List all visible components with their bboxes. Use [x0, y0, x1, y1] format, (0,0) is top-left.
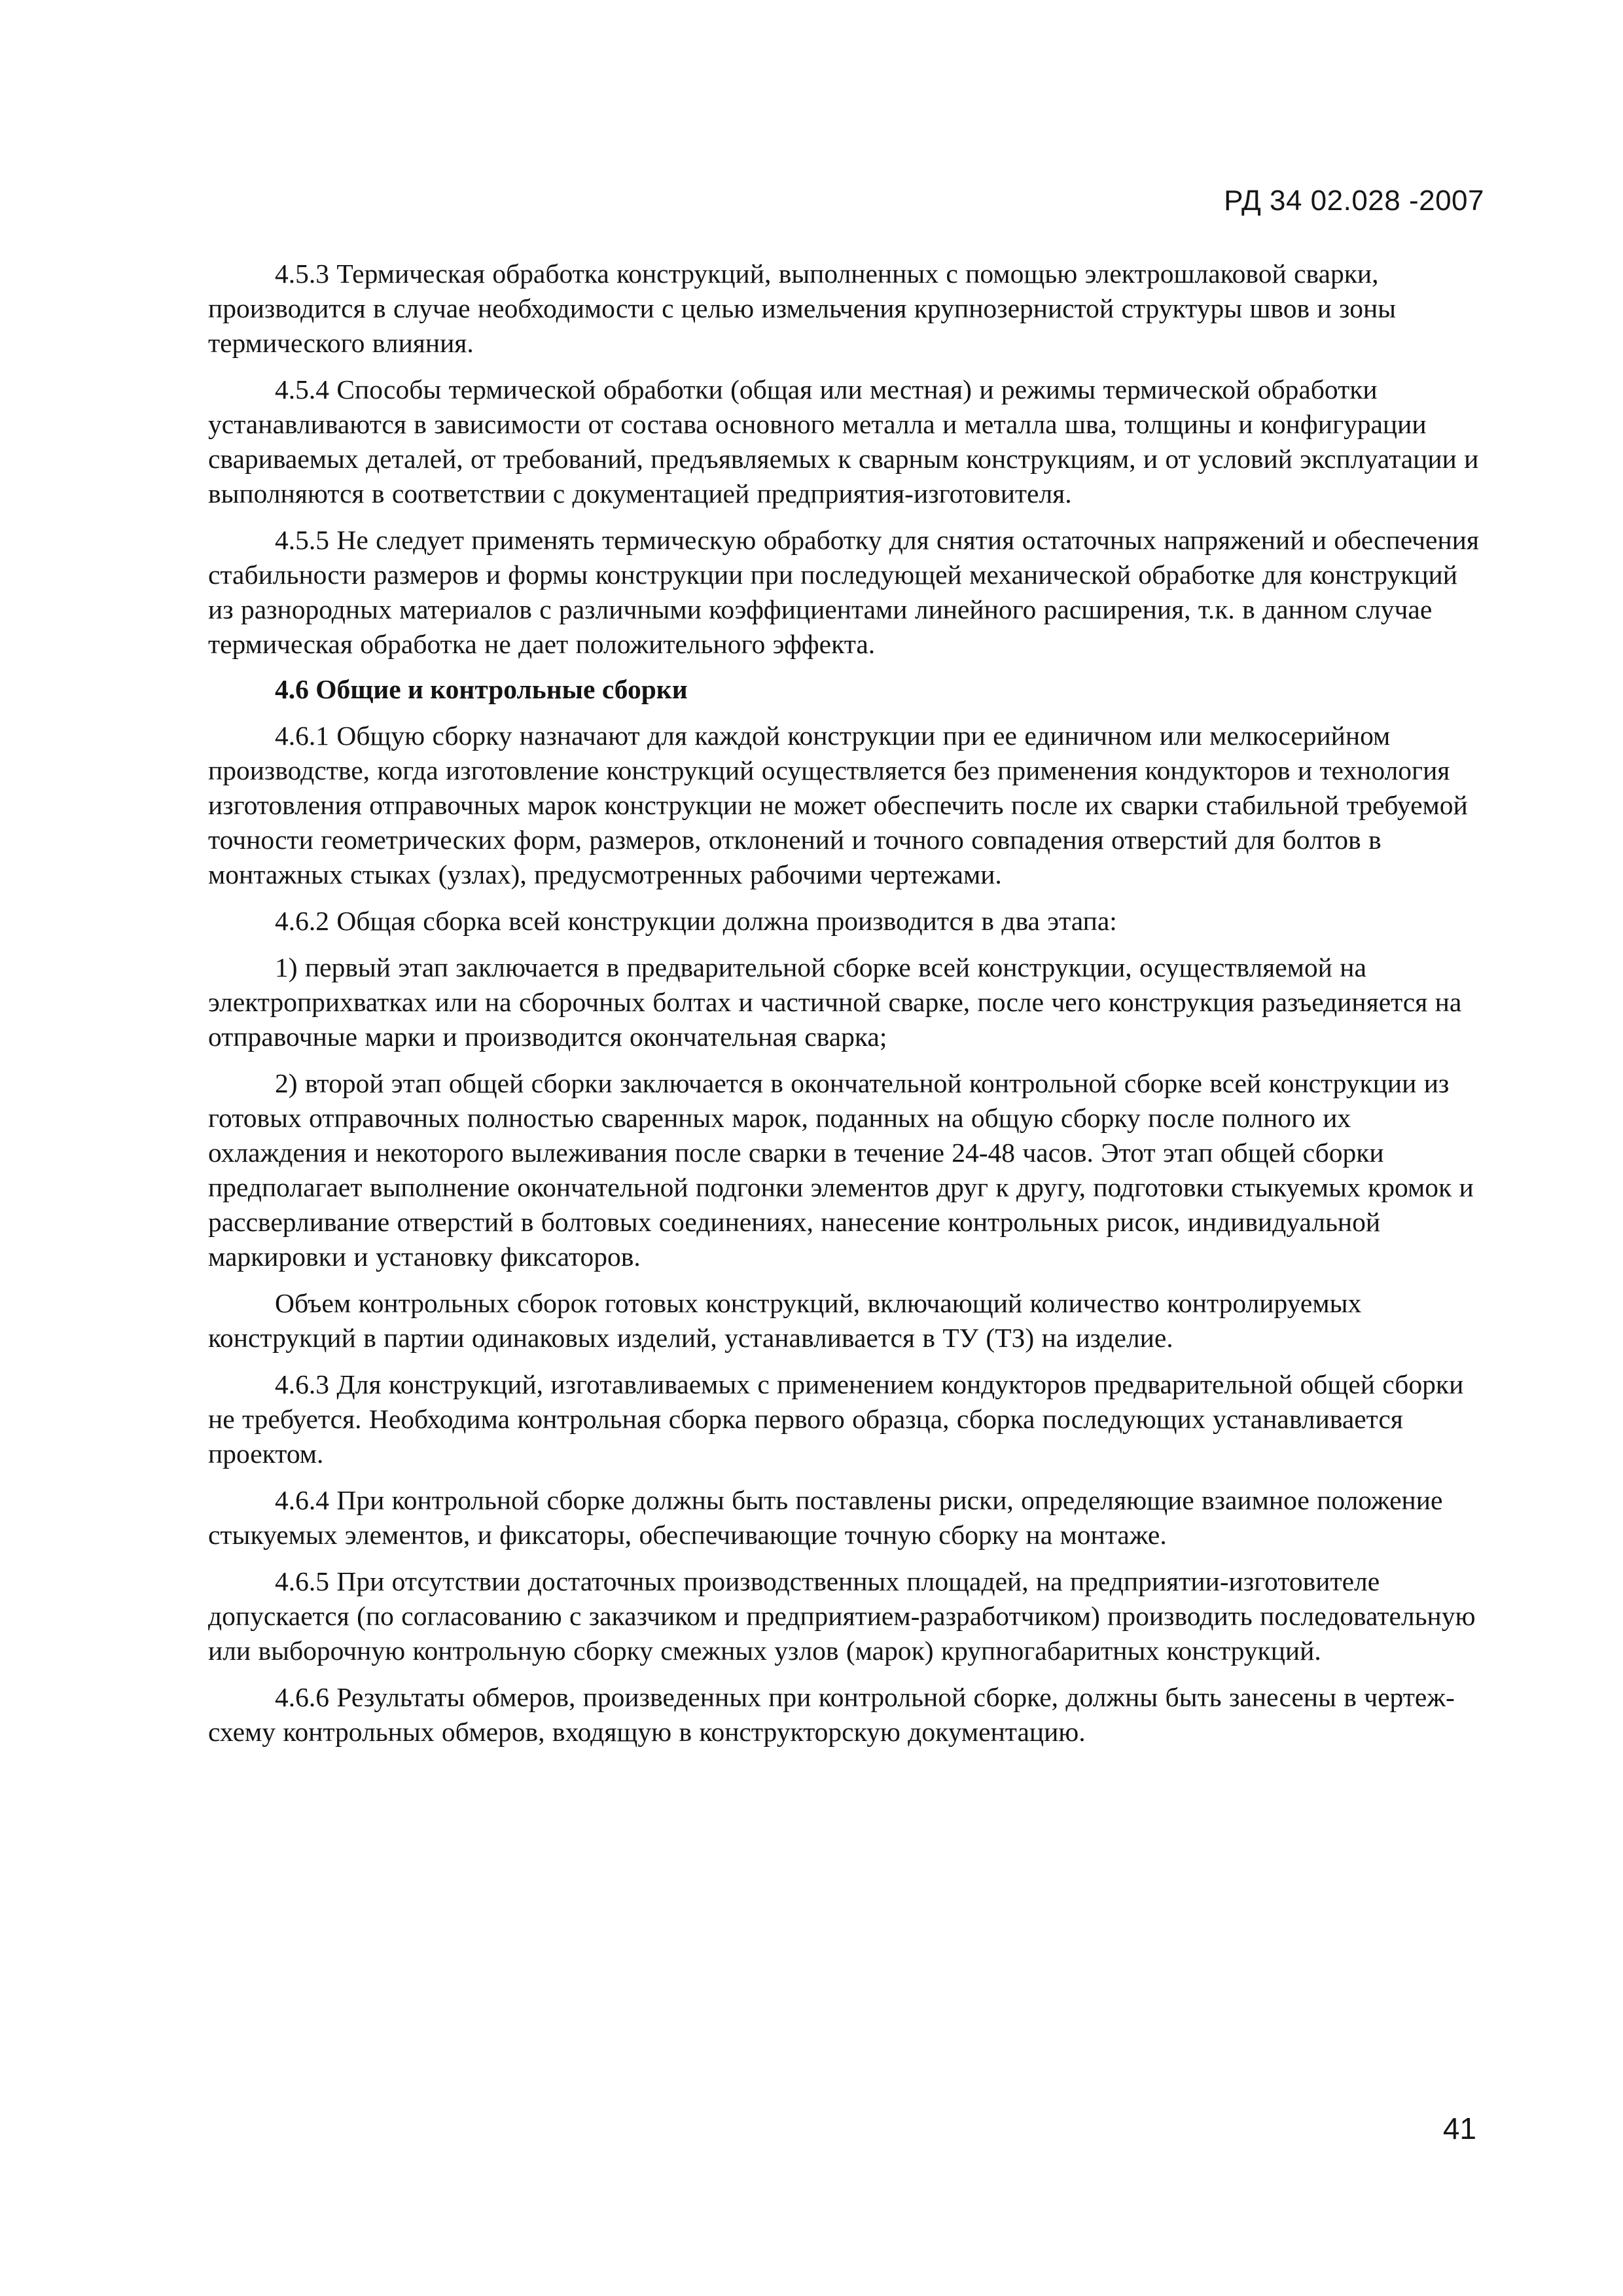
paragraph-4-6-2-stage-2: 2) второй этап общей сборки заключается в окончательной контрольной сборке всей конструкции из готовых отправочных полностью сваренных марок, поданных на общую сборку после полного их охлаждения и некоторого вылеживания после сварки в течение 24-48 часов. Этот этап общей сборки предполагает выполнение окончательной подгонки элементов друг к другу, подготовки стыкуемых кромок и рассверливание отверстий в болтовых соединениях, нанесение контрольных рисок, индивидуальной маркировки и установку фиксаторов.	[208, 1068, 1474, 1272]
paragraph-4-6-4: 4.6.4 При контрольной сборке должны быть поставлены риски, определяющие взаимное положение стыкуемых элементов, и фиксаторы, обеспечивающие точную сборку на монтаже.	[208, 1485, 1443, 1550]
page-number: 41	[1442, 2111, 1476, 2145]
paragraph-4-6-5: 4.6.5 При отсутствии достаточных производственных площадей, на предприятии-изготовителе допускается (по согласованию с заказчиком и предприятием-разработчиком) производить последовательную или выборочную контрольную сборку смежных узлов (марок) крупногабаритных конструкций.	[208, 1566, 1476, 1666]
document-body	[208, 257, 1486, 1761]
paragraph-assembly-volume: Объем контрольных сборок готовых конструкций, включающий количество контролируемых конструкций в партии одинаковых изделий, устанавливается в ТУ (ТЗ) на изделие.	[208, 1288, 1362, 1353]
paragraph-4-5-5: 4.5.5 Не следует применять термическую обработку для снятия остаточных напряжений и обеспечения стабильности размеров и формы конструкции при последующей механической обработке для конструкций из разнородных материалов с различными коэффициентами линейного расширения, т.к. в данном случае термическая обработка не дает положительного эффекта.	[208, 525, 1479, 659]
paragraph-4-5-3: 4.5.3 Термическая обработка конструкций, выполненных с помощью электрошлаковой сварки, производится в случае необходимости с целью измельчения крупнозернистой структуры швов и зоны термического влияния.	[208, 259, 1397, 358]
document-code: РД 34 02.028 -2007	[1224, 185, 1484, 217]
paragraph-4-6-6: 4.6.6 Результаты обмеров, произведенных при контрольной сборке, должны быть занесены в чертеж-схему контрольных обмеров, входящую в конструкторскую документацию.	[208, 1682, 1455, 1747]
paragraph-4-6-2: 4.6.2 Общая сборка всей конструкции должна производится в два этапа:	[275, 906, 1117, 936]
paragraph-4-5-4: 4.5.4 Способы термической обработки (общая или местная) и режимы термической обработки устанавливаются в зависимости от состава основного металла и металла шва, толщины и конфигурации свариваемых деталей, от требований, предъявляемых к сварным конструкциям, и от условий эксплуатации и выполняются в соответствии с документацией предприятия-изготовителя.	[208, 374, 1479, 509]
paragraph-4-6-3: 4.6.3 Для конструкций, изготавливаемых с применением кондукторов предварительной общей сборки не требуется. Необходима контрольная сборка первого образца, сборка последующих устанавливается проектом.	[208, 1369, 1464, 1469]
paragraph-4-6-2-stage-1: 1) первый этап заключается в предварительной сборке всей конструкции, осуществляемой на электроприхватках или на сборочных болтах и частичной сварке, после чего конструкция разъединяется на отправочные марки и производится окончательная сварка;	[208, 952, 1462, 1052]
section-heading-4-6: 4.6 Общие и контрольные сборки	[275, 674, 688, 704]
paragraph-4-6-1: 4.6.1 Общую сборку назначают для каждой конструкции при ее единичном или мелкосерийном производстве, когда изготовление конструкций осуществляется без применения кондукторов и технология изготовления отправочных марок конструкции не может обеспечить после их сварки стабильной требуемой точности геометрических форм, размеров, отклонений и точного совпадения отверстий для болтов в монтажных стыках (узлах), предусмотренных рабочими чертежами.	[208, 721, 1468, 889]
